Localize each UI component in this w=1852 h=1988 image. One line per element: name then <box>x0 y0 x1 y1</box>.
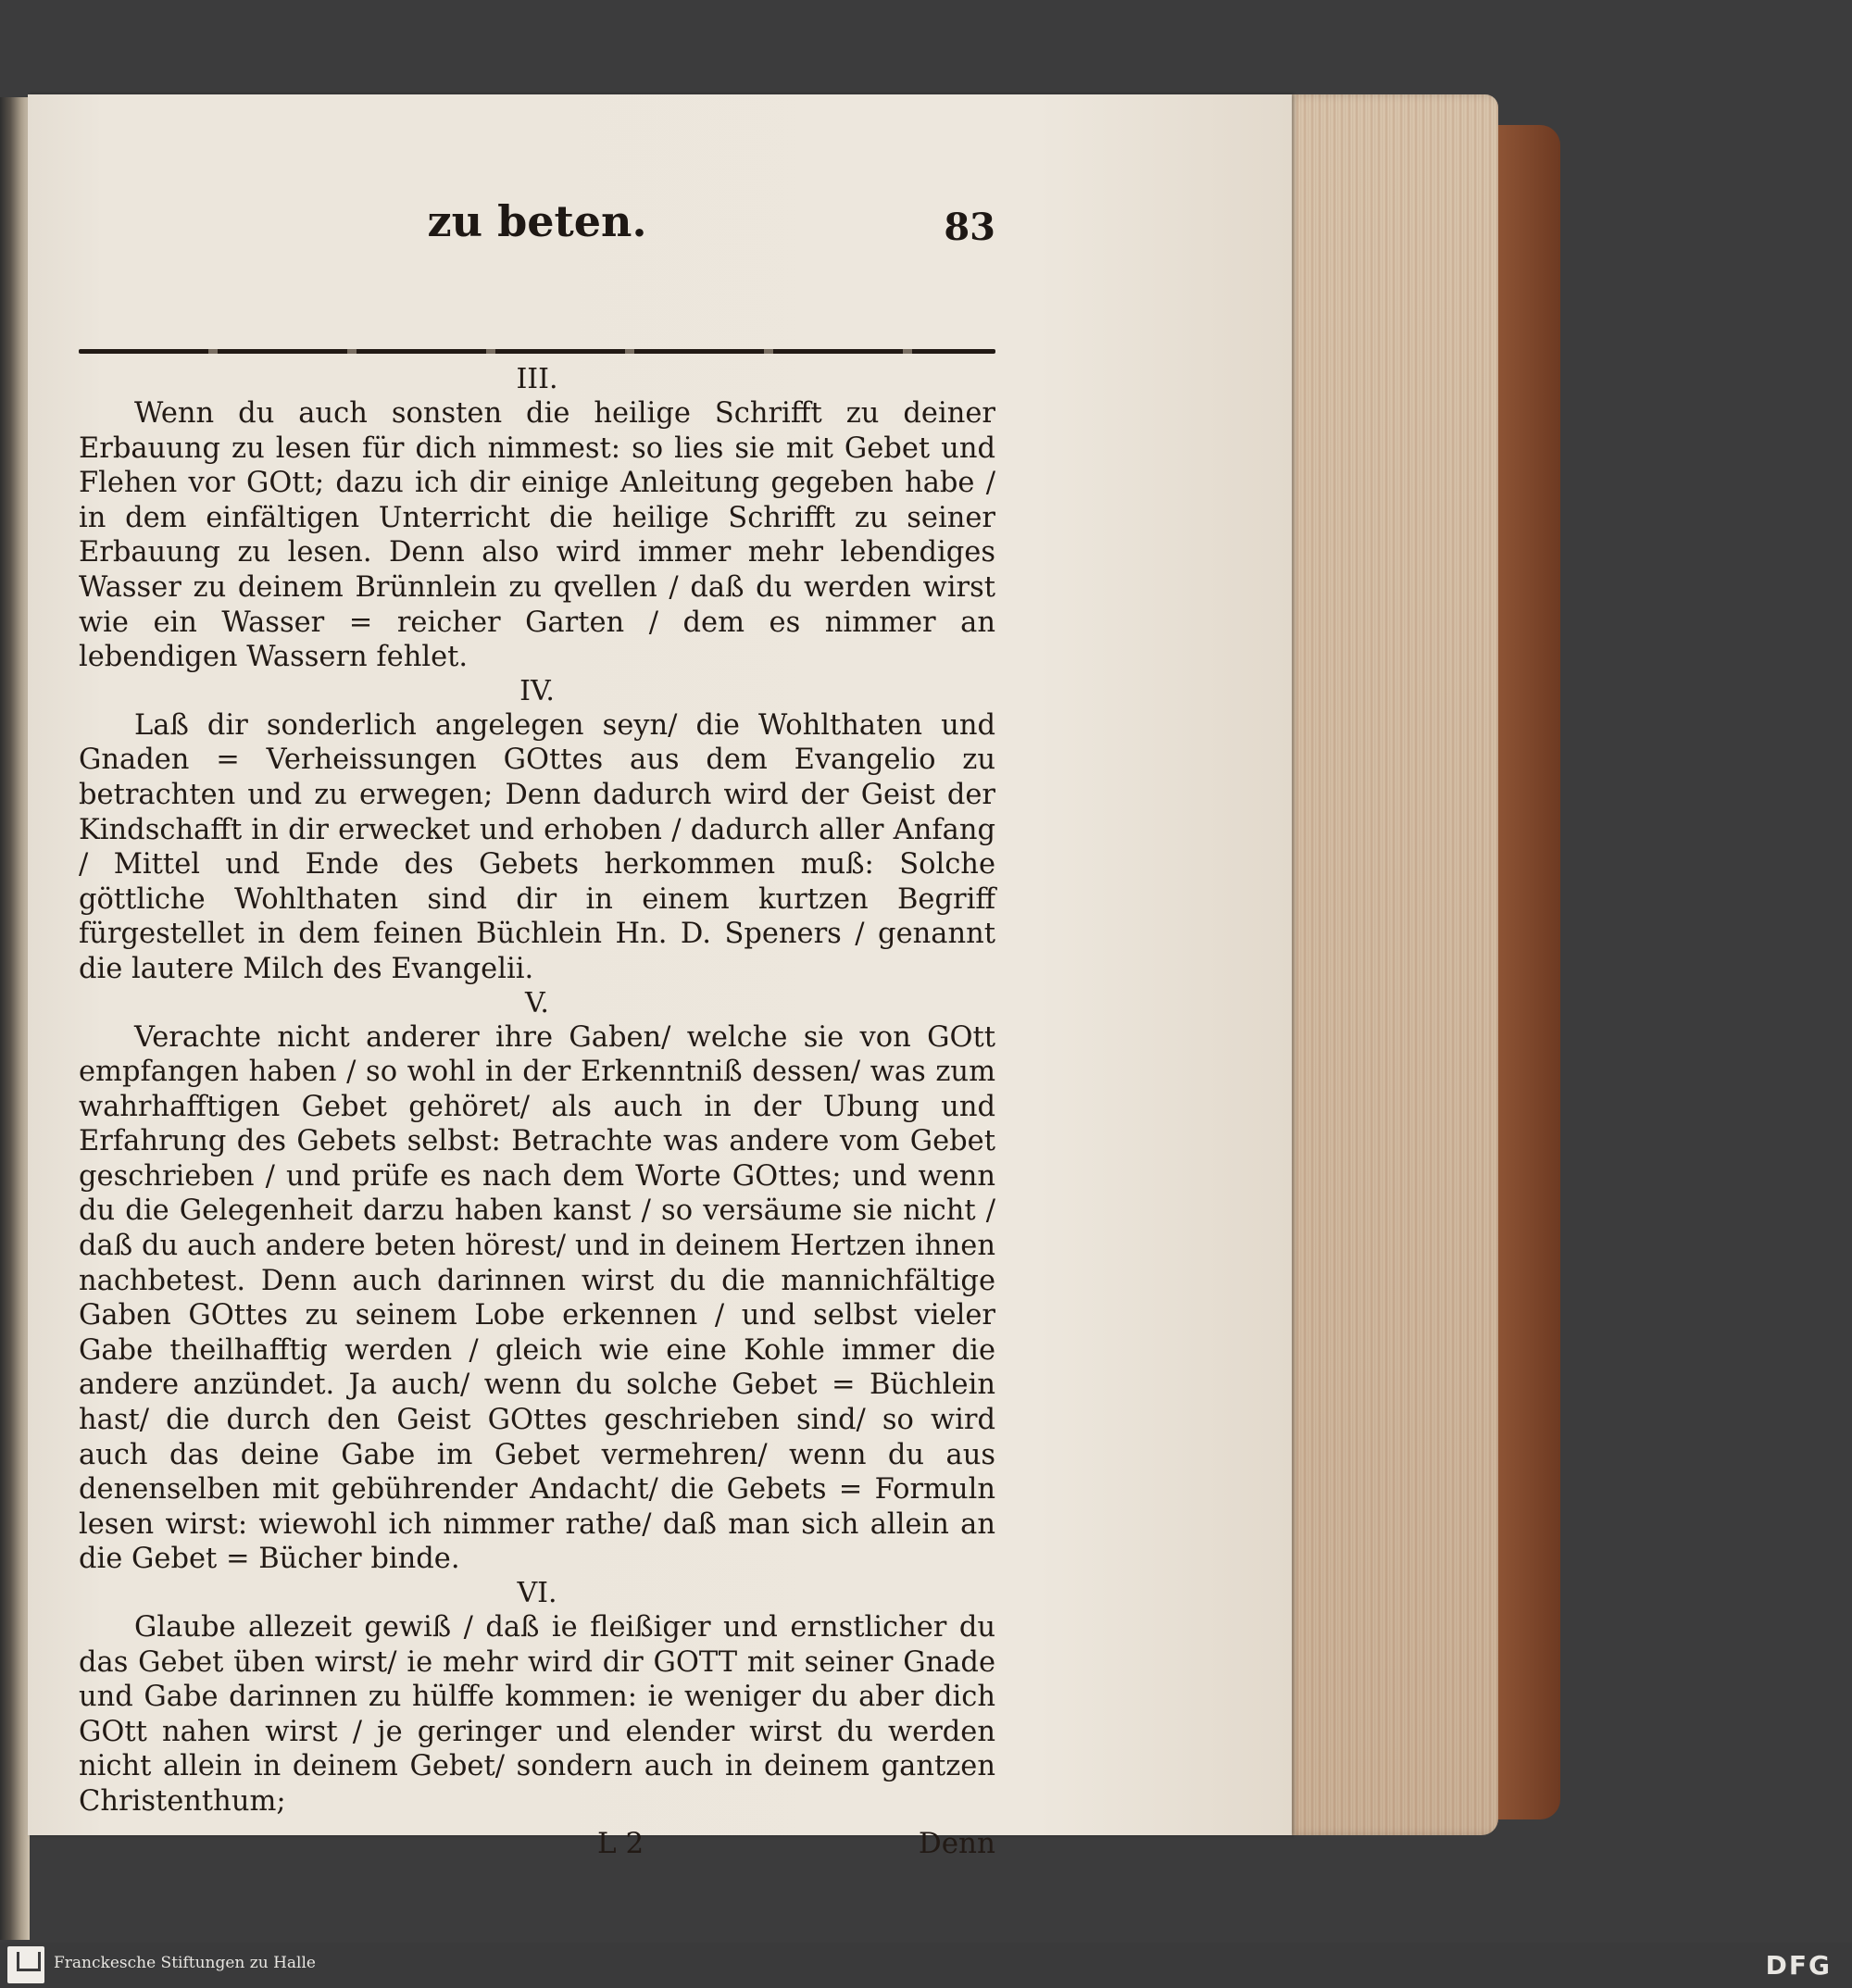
viewer-footer-bar <box>0 1943 1852 1988</box>
section-numeral: IV. <box>519 674 555 707</box>
page-footer <box>79 1827 995 1864</box>
section-numeral: VI. <box>517 1577 557 1609</box>
section-v <box>79 987 995 1578</box>
page-header <box>79 196 995 335</box>
section-numeral: V. <box>525 986 549 1019</box>
signature-mark: L 2 <box>597 1826 644 1860</box>
section-numeral: III. <box>516 363 558 395</box>
section-iii <box>79 363 995 675</box>
section-text: Wenn du auch sonsten die heilige Schrifft zu deiner Erbauung zu lesen für dich nimmest: so lies sie mit Gebet und Flehen vor GOtt; dazu ich dir einige Anleitung gegeben habe / in dem einfältigen Unterricht die heilige Schrifft zu seiner Erbauung zu lesen. Denn also wird immer mehr lebendiges Wasser zu deinem Brünnlein zu qvellen / daß du werden wirst wie ein Wasser = reicher Garten / dem es nimmer an lebendigen Wassern fehlet. <box>79 397 995 674</box>
text-block <box>79 196 995 1860</box>
dfg-logo-icon[interactable]: DFG <box>1765 1950 1832 1981</box>
page-number: 83 <box>944 206 995 249</box>
running-head: zu beten. <box>427 196 647 246</box>
institution-logo-icon[interactable] <box>7 1946 44 1983</box>
page-content <box>79 363 995 1864</box>
header-rule <box>79 349 995 354</box>
section-iv <box>79 675 995 987</box>
page-edges <box>1285 94 1498 1835</box>
facing-page-edge <box>0 97 30 1940</box>
catchword: Denn <box>918 1826 995 1860</box>
section-text: Glaube allezeit gewiß / daß ie fleißiger und ernstlicher du das Gebet üben wirst/ ie mehr wird dir GOTT mit seiner Gnade und Gabe darinnen zu hülffe kommen: ie weniger du aber dich GOtt nahen wirst / je geringer und elender wirst du werden nicht allein in deinem Gebet/ sondern auch in deinem gantzen Christenthum; <box>79 1611 995 1818</box>
section-vi <box>79 1577 995 1819</box>
section-text: Laß dir sonderlich angelegen seyn/ die Wohlthaten und Gnaden = Verheissungen GOttes aus dem Evangelio zu betrachten und zu erwegen; Denn dadurch wird der Geist der Kindschafft in dir erwecket und erhoben / dadurch aller Anfang / Mittel und Ende des Gebets herkommen muß: Solche göttliche Wohlthaten sind dir in einem kurtzen Begriff fürgestellet in dem feinen Büchlein Hn. D. Speners / genannt die lautere Milch des Evangelii. <box>79 708 995 985</box>
section-text: Verachte nicht anderer ihre Gaben/ welche sie von GOtt empfangen haben / so wohl in der Erkenntniß dessen/ was zum wahrhafftigen Gebet gehöret/ als auch in der Ubung und Erfahrung des Gebets selbst: Betrachte was andere vom Gebet geschrieben / und prüfe es nach dem Worte GOttes; und wenn du die Gelegenheit darzu haben kanst / so versäume sie nicht / daß du auch andere beten hörest/ und in deinem Hertzen ihnen nachbetest. Denn auch darinnen wirst du die mannichfältige Gaben GOttes zu seinem Lobe erkennen / und selbst vieler Gabe theilhafftig werden / gleich wie eine Kohle immer die andere anzündet. Ja auch/ wenn du solche Gebet = Büchlein hast/ die durch den Geist GOttes geschrieben sind/ so wird auch das deine Gabe im Gebet vermehren/ wenn du aus denenselben mit gebührender Andacht/ die Gebets = Formuln lesen wirst: wiewohl ich nimmer rathe/ daß man sich allein an die Gebet = Bücher binde. <box>79 1020 995 1576</box>
institution-name[interactable]: Franckesche Stiftungen zu Halle <box>54 1954 316 1972</box>
book-page <box>28 94 1292 1860</box>
